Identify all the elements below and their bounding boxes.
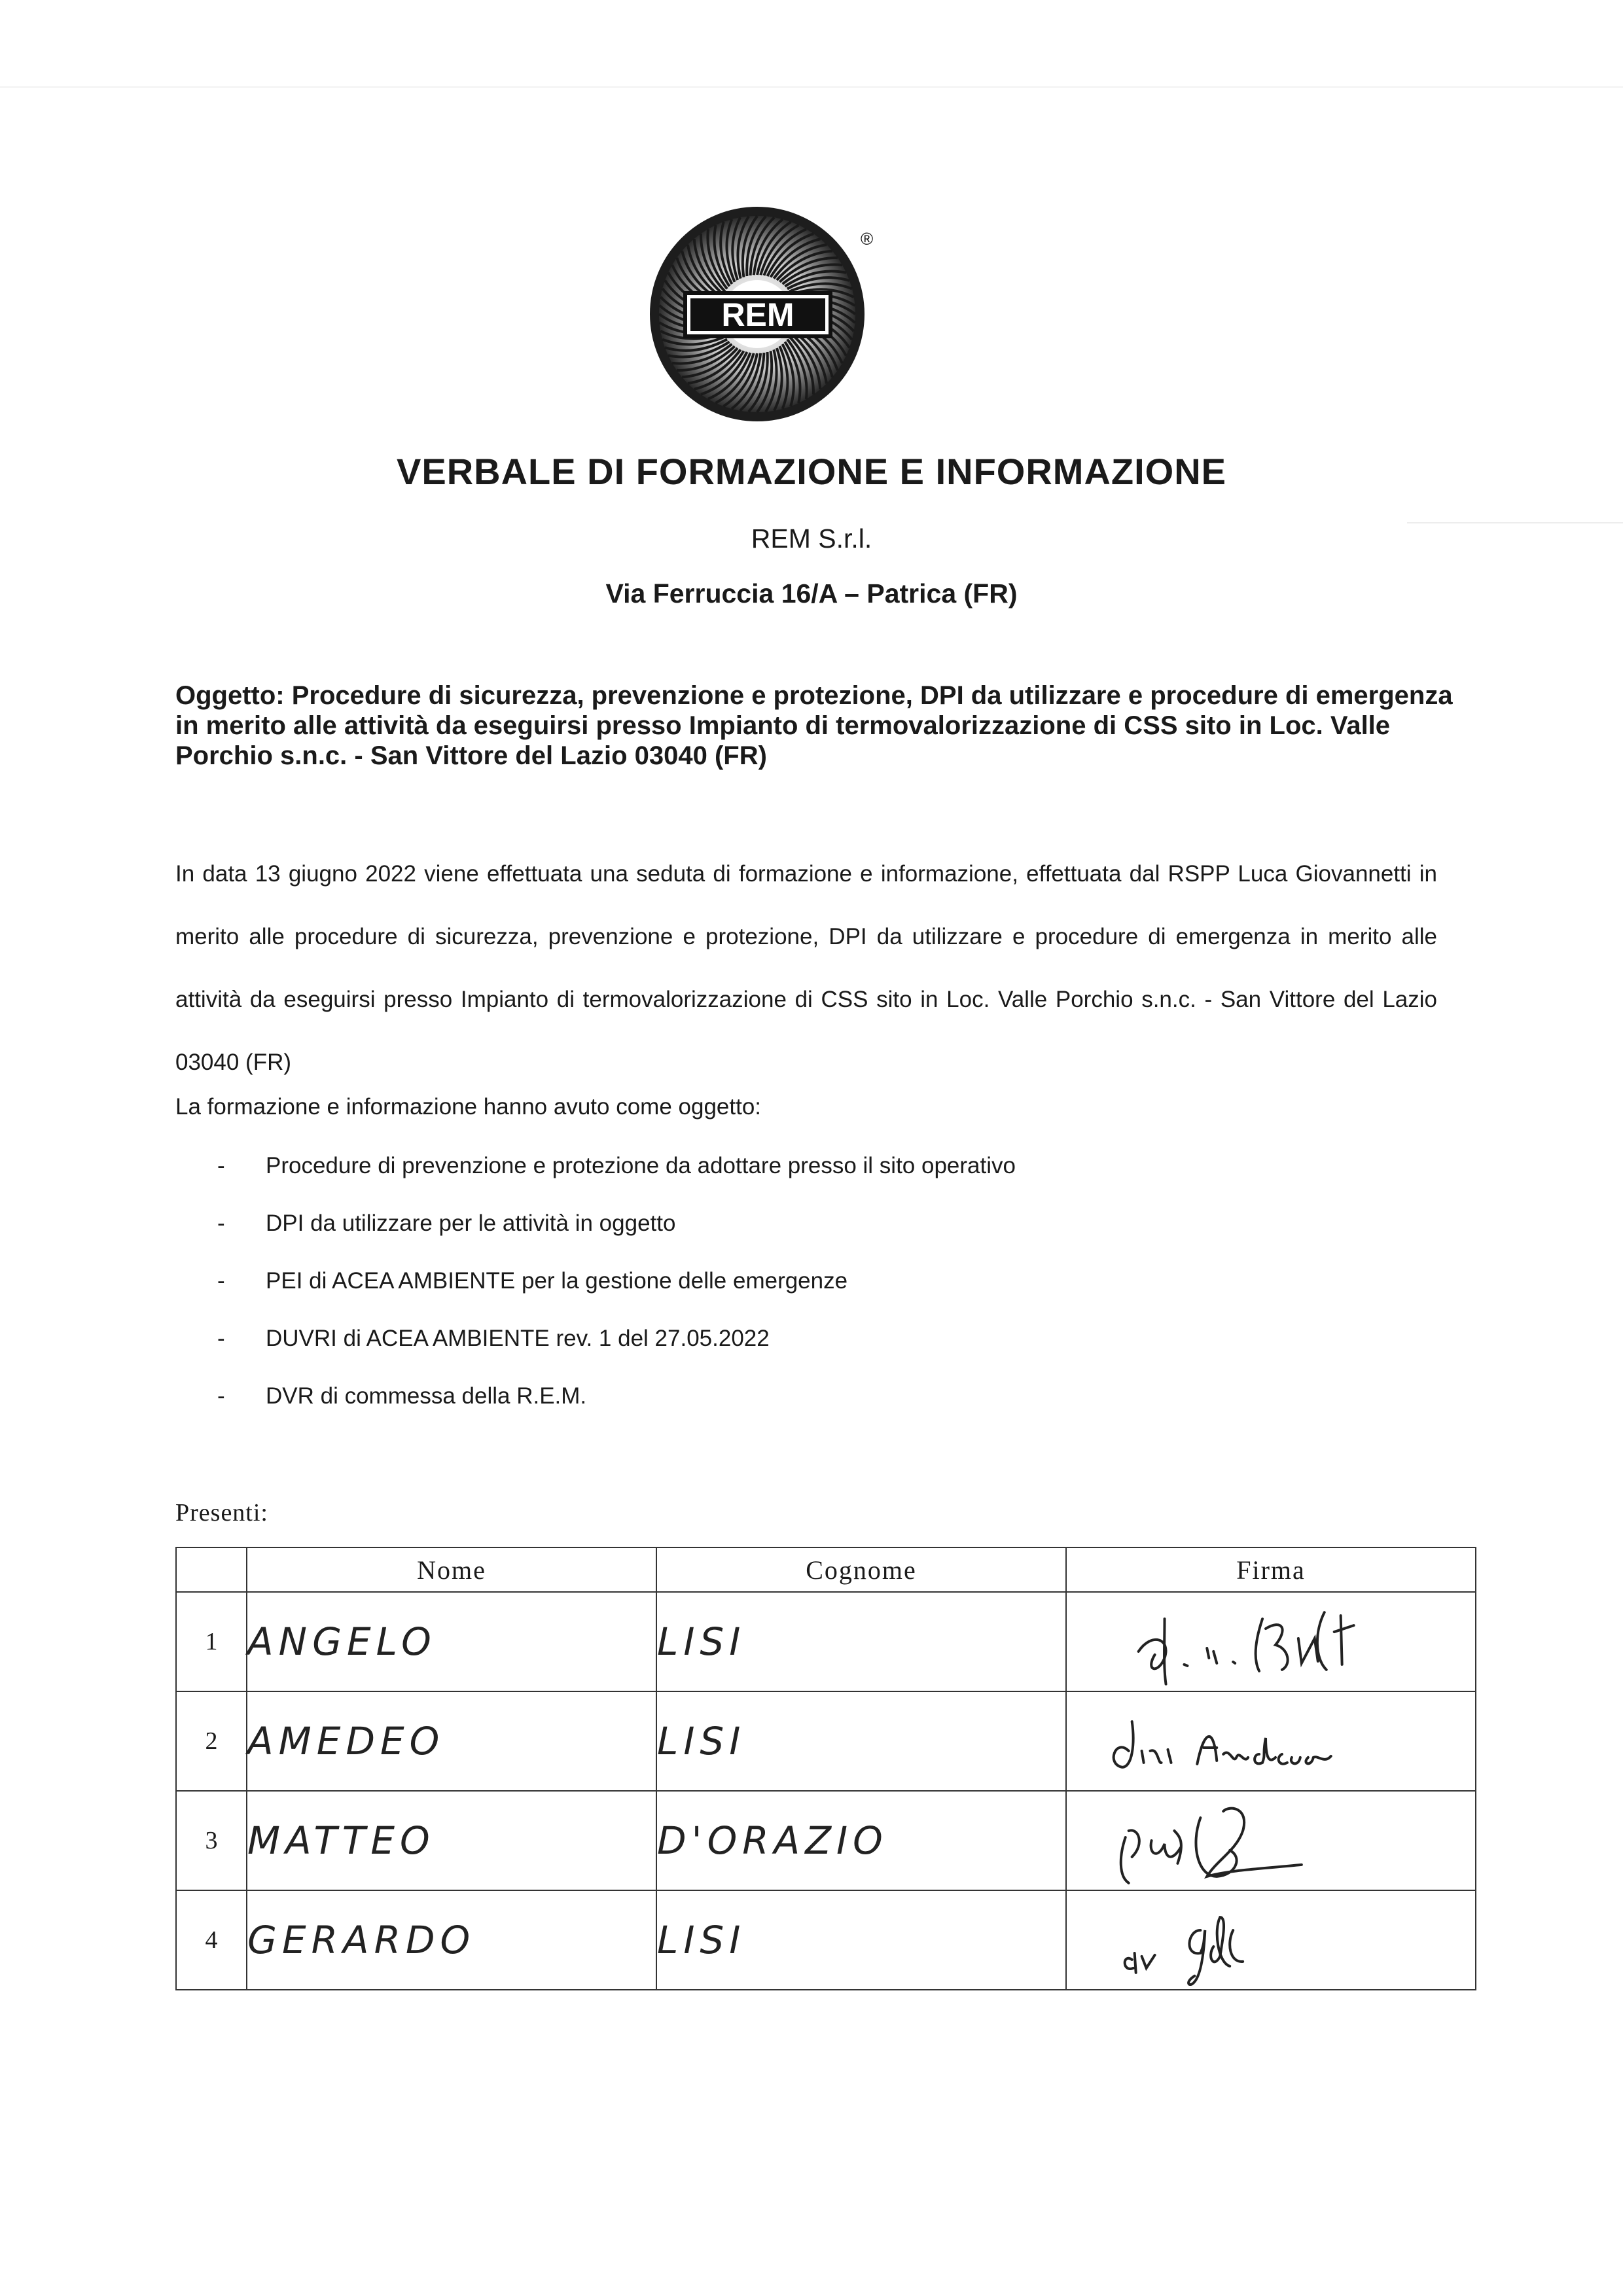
signature-2 [1066,1691,1476,1791]
topics-intro: La formazione e informazione hanno avuto come oggetto: [175,1094,762,1120]
logo-text: REM [721,296,794,333]
column-header-firma: Firma [1066,1547,1476,1592]
signature-3 [1066,1791,1476,1890]
row-number: 3 [176,1791,247,1890]
cognome-cell: LISI [656,1592,1066,1691]
attendance-label: Presenti: [175,1499,268,1527]
column-header-number [176,1547,247,1592]
row-number: 2 [176,1691,247,1791]
table-row [176,1890,1476,1990]
scan-artifact-line [0,86,1623,88]
rem-logo [645,202,888,424]
signature-1 [1066,1592,1476,1691]
nome-cell: ANGELO [247,1592,656,1691]
company-name: REM S.r.l. [751,523,872,554]
signature-4 [1066,1890,1476,1990]
nome-cell: AMEDEO [247,1691,656,1791]
row-number: 4 [176,1890,247,1990]
document-title: VERBALE DI FORMAZIONE E INFORMAZIONE [397,451,1226,492]
document-page: REM ® VERBALE DI FORMAZIONE E INFORMAZIONE REM S.r.l. Via Ferruccia 16/A – Patrica (FR) Oggetto: Procedure di sicurezza, prevenzione e protezione, DPI da utilizzare e procedure di emergenza in merito alle attività da eseguirsi presso Impianto di termovalorizzazione di CSS sito in Loc. Valle Porchio s.n.c. - San Vittore del Lazio 03040 (FR) In data 13 giugno 2022 viene effettuata una seduta di formazione e informazione, effettuata dal RSPP Luca Giovannetti in merito alle procedure di sicurezza, prevenzione e protezione, DPI da utilizzare e procedure di emergenza in merito alle attività da eseguirsi presso Impianto di termovalorizzazione di CSS sito in Loc. Valle Porchio s.n.c. - San Vittore del Lazio 03040 (FR) La formazione e informazione hanno avuto come oggetto: - Procedure di prevenzione e protezione da adottare presso il sito operativo - DPI da utilizzare per le attività in oggetto - PEI di ACEA AMBIENTE per la gestione delle emergenze - DUVRI di ACEA AMBIENTE rev. 1 del 27.05.2022 - DVR di commessa della R.E.M. Presenti: Nome Cognome Firma 1 ANGELO LISI 2 AMEDEO LISI 3 MATTEO D'ORAZIO 4 GERARDO LISI [0,0,1623,2296]
column-header-cognome: Cognome [656,1547,1066,1592]
cognome-cell: LISI [656,1691,1066,1791]
registered-mark: ® [861,229,874,249]
column-header-nome: Nome [247,1547,656,1592]
cognome-cell: LISI [656,1890,1066,1990]
attendance-table [175,1547,1476,1990]
table-row [176,1691,1476,1791]
cognome-cell: D'ORAZIO [656,1791,1066,1890]
subject-paragraph: Oggetto: Procedure di sicurezza, prevenzione e protezione, DPI da utilizzare e procedure di emergenza in merito alle attività da eseguirsi presso Impianto di termovalorizzazione di CSS sito in Loc. Valle Porchio s.n.c. - San Vittore del Lazio 03040 (FR) [175,681,1453,770]
nome-cell: GERARDO [247,1890,656,1990]
body-paragraph: In data 13 giugno 2022 viene effettuata una seduta di formazione e informazione, effettuata dal RSPP Luca Giovannetti in merito alle procedure di sicurezza, prevenzione e protezione, DPI da utilizzare e procedure di emergenza in merito alle attività da eseguirsi presso Impianto di termovalorizzazione di CSS sito in Loc. Valle Porchio s.n.c. - San Vittore del Lazio 03040 (FR) [175,861,1437,1075]
table-row [176,1791,1476,1890]
row-number: 1 [176,1592,247,1691]
table-header-row [176,1547,1476,1592]
nome-cell: MATTEO [247,1791,656,1890]
table-row [176,1592,1476,1691]
company-address: Via Ferruccia 16/A – Patrica (FR) [605,578,1018,609]
